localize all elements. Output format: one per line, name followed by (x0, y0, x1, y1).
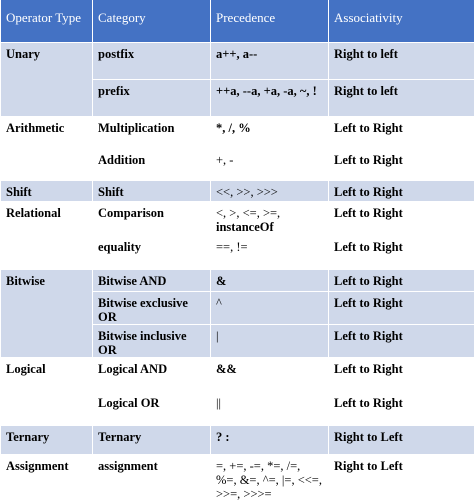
associativity-cell: Left to Right (329, 201, 474, 235)
associativity-cell: Left to Right (329, 116, 474, 148)
header-associativity: Associativity (329, 0, 474, 42)
category-cell: Ternary (93, 425, 211, 454)
precedence-cell (211, 291, 329, 324)
associativity-cell: Right to Left (329, 454, 474, 502)
associativity-cell: Left to Right (329, 324, 474, 357)
precedence-text: & (216, 274, 226, 288)
operator-type-cell: Logical (1, 357, 93, 425)
precedence-cell (211, 391, 329, 425)
precedence-cell (211, 201, 329, 235)
category-cell (93, 324, 211, 357)
precedence-text: ? : (216, 430, 230, 444)
table-row (1, 269, 474, 291)
category-line: Bitwise inclusive (98, 329, 205, 343)
category-cell: Addition (93, 148, 211, 180)
category-line: Bitwise exclusive (98, 296, 205, 310)
associativity-cell: Left to Right (329, 357, 474, 391)
category-cell: Multiplication (93, 116, 211, 148)
precedence-cell (211, 148, 329, 180)
associativity-cell: Left to Right (329, 148, 474, 180)
precedence-cell (211, 235, 329, 269)
associativity-cell: Right to left (329, 42, 474, 79)
table-row (1, 116, 474, 148)
table-row (1, 42, 474, 79)
category-line: OR (98, 310, 205, 324)
associativity-cell: Right to Left (329, 425, 474, 454)
associativity-cell: Left to Right (329, 391, 474, 425)
precedence-cell (211, 180, 329, 201)
precedence-text: <<, >>, >>> (216, 185, 278, 199)
table-row (1, 425, 474, 454)
precedence-text: *, /, % (216, 121, 251, 135)
table-row (1, 201, 474, 235)
precedence-cell (211, 42, 329, 79)
operator-type-cell: Bitwise (1, 269, 93, 357)
associativity-cell: Left to Right (329, 235, 474, 269)
category-cell: assignment (93, 454, 211, 502)
precedence-cell (211, 269, 329, 291)
category-cell: Shift (93, 180, 211, 201)
precedence-cell (211, 454, 329, 502)
category-cell (93, 291, 211, 324)
header-operator-type: Operator Type (1, 0, 93, 42)
operator-type-cell: Arithmetic (1, 116, 93, 180)
table-row (1, 357, 474, 391)
precedence-cell (211, 116, 329, 148)
table-row (1, 454, 474, 502)
associativity-cell: Left to Right (329, 269, 474, 291)
precedence-line: %=, &=, ^=, |=, <<=, (216, 473, 323, 487)
precedence-cell (211, 357, 329, 391)
operator-type-cell: Shift (1, 180, 93, 201)
precedence-text: +, - (216, 153, 233, 167)
precedence-line: <, >, <=, >=, (216, 206, 323, 220)
precedence-line: instanceOf (216, 220, 323, 234)
category-cell: Comparison (93, 201, 211, 235)
category-cell: Logical AND (93, 357, 211, 391)
category-line: OR (98, 343, 205, 357)
header-precedence: Precedence (211, 0, 329, 42)
category-cell: Logical OR (93, 391, 211, 425)
precedence-text: ==, != (216, 240, 248, 254)
precedence-line: >>=, >>>= (216, 487, 323, 501)
precedence-text: ++a, --a, +a, -a, ~, ! (216, 84, 317, 98)
precedence-cell (211, 425, 329, 454)
precedence-text: ^ (216, 296, 222, 310)
operator-type-cell: Ternary (1, 425, 93, 454)
precedence-cell (211, 324, 329, 357)
precedence-text: && (216, 362, 237, 376)
operator-type-cell: Assignment (1, 454, 93, 502)
associativity-cell: Right to left (329, 79, 474, 116)
associativity-cell: Left to Right (329, 291, 474, 324)
precedence-text: a++, a-- (216, 47, 257, 61)
table-row (1, 180, 474, 201)
precedence-line: =, +=, -=, *=, /=, (216, 459, 323, 473)
operator-type-cell: Unary (1, 42, 93, 116)
precedence-cell (211, 79, 329, 116)
operator-type-cell: Relational (1, 201, 93, 269)
category-cell: prefix (93, 79, 211, 116)
header-category: Category (93, 0, 211, 42)
precedence-text: || (216, 396, 221, 410)
category-cell: Bitwise AND (93, 269, 211, 291)
associativity-cell: Left to Right (329, 180, 474, 201)
category-cell: postfix (93, 42, 211, 79)
precedence-text: | (216, 329, 219, 343)
table-header-row (1, 0, 474, 42)
category-cell: equality (93, 235, 211, 269)
